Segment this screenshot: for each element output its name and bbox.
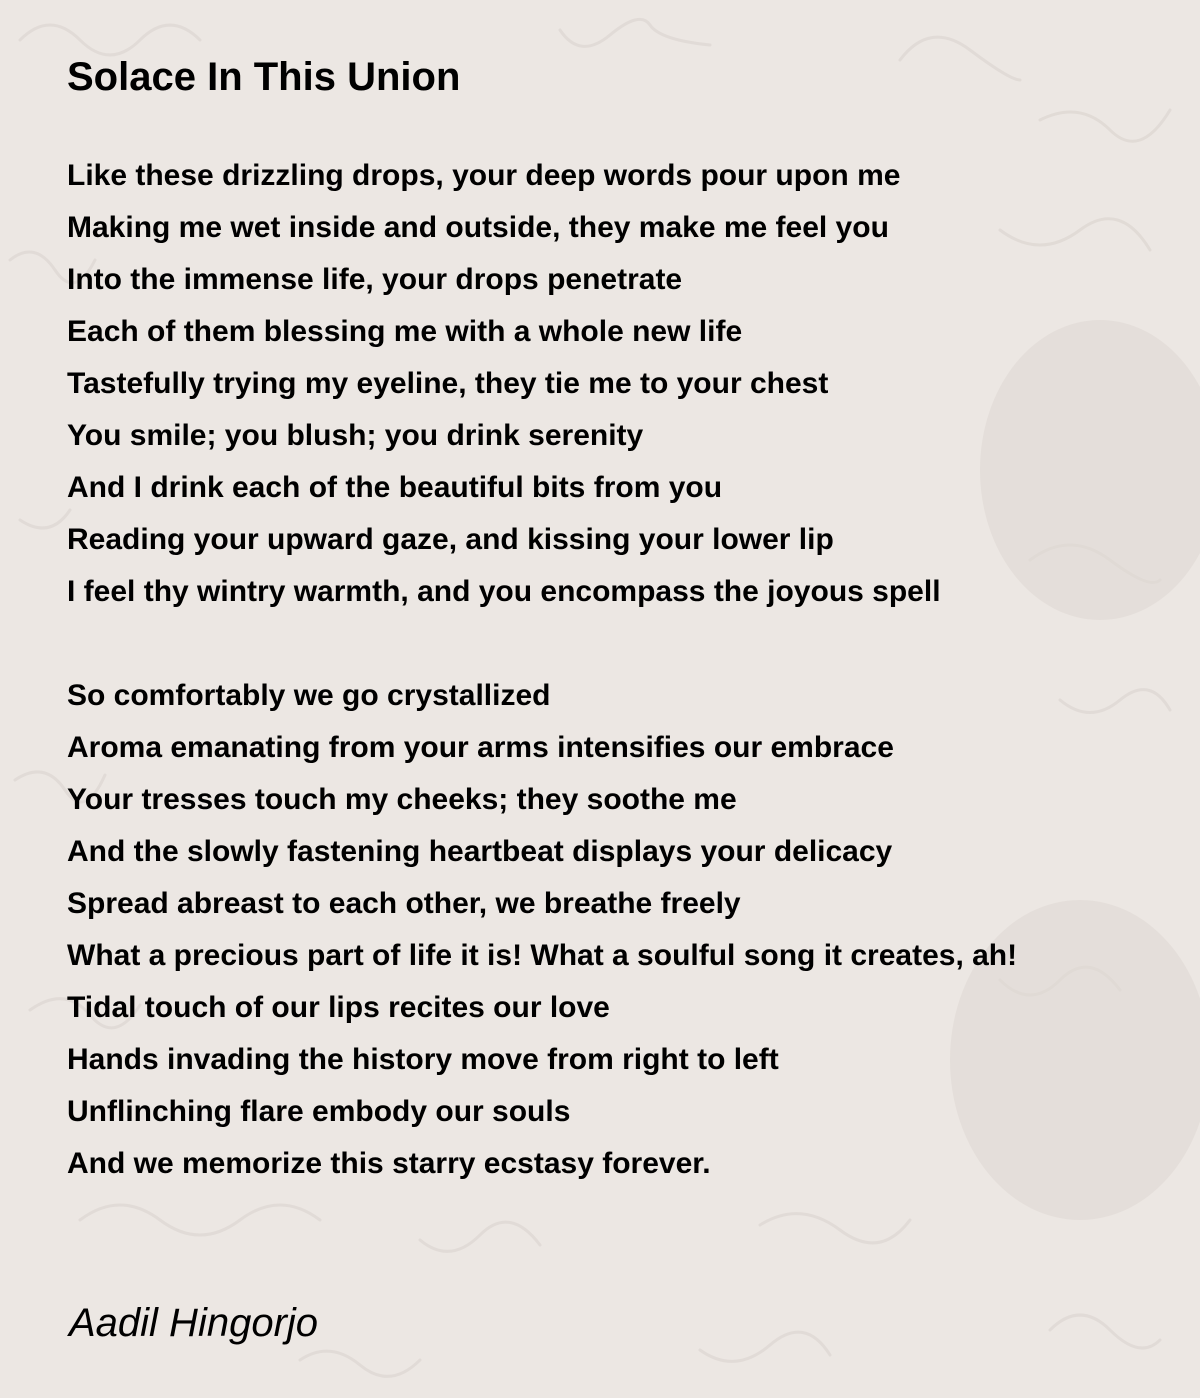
poem-line: Unflinching flare embody our souls [67,1095,571,1128]
poem-line: Tidal touch of our lips recites our love [67,991,610,1024]
poem-line: Hands invading the history move from right to left [67,1043,779,1076]
poem-line: What a precious part of life it is! What a soulful song it creates, ah! [67,939,1018,972]
poem-line: Spread abreast to each other, we breathe freely [67,887,741,920]
poem-title: Solace In This Union [67,55,461,99]
poem-author: Aadil Hingorjo [69,1301,319,1345]
poem-line: Into the immense life, your drops penetrate [67,263,683,296]
poem-line: So comfortably we go crystallized [67,679,551,712]
poem-line: Each of them blessing me with a whole new life [67,315,743,348]
poem-line: And the slowly fastening heartbeat displays your delicacy [67,835,893,868]
poem-line: Aroma emanating from your arms intensifies our embrace [67,731,894,764]
poem-line: Making me wet inside and outside, they make me feel you [67,211,889,244]
stanza-1 [67,150,941,618]
poem-line: Like these drizzling drops, your deep words pour upon me [67,159,901,192]
poem-line: And we memorize this starry ecstasy forever. [67,1147,711,1180]
poem-line: Tastefully trying my eyeline, they tie me to your chest [67,367,829,400]
poem-line: I feel thy wintry warmth, and you encompass the joyous spell [67,575,941,608]
poem-line: Reading your upward gaze, and kissing your lower lip [67,523,834,556]
poem-line: You smile; you blush; you drink serenity [67,419,644,452]
poem-line: Your tresses touch my cheeks; they soothe me [67,783,737,816]
poem-line: And I drink each of the beautiful bits from you [67,471,723,504]
stanza-2 [67,670,1017,1190]
